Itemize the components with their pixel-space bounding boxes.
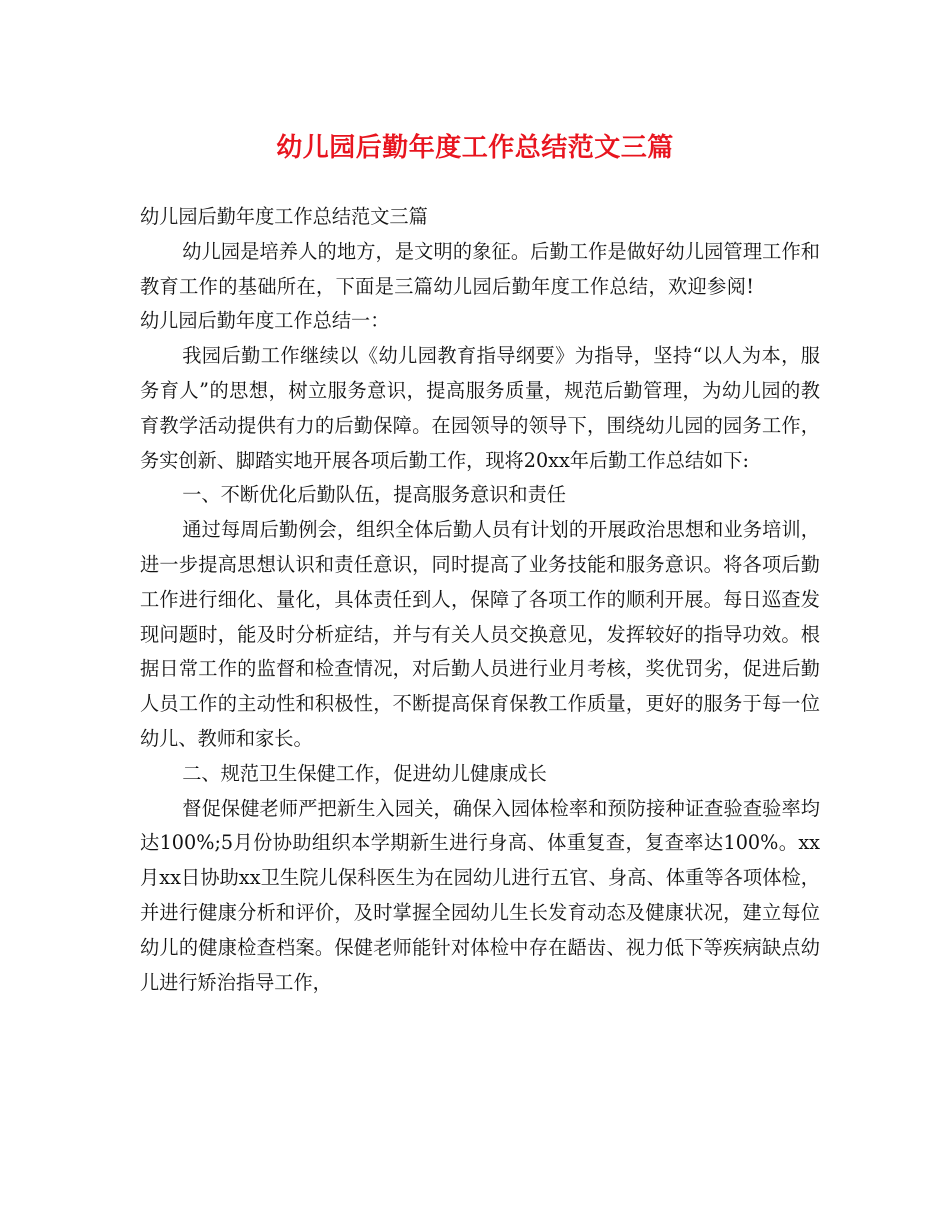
paragraph-health: 督促保健老师严把新生入园关，确保入园体检率和预防接种证查验查验率均达100%;5月份协助组织本学期新生进行身高、体重复查，复查率达100%。xx月xx日协助xx卫生院儿保科医生为在园幼儿进行五官、身高、体重等各项体检，并进行健康分析和评价，及时掌握全园幼儿生长发育动态及健康状况，建立每位幼儿的健康检查档案。保健老师能针对体检中存在龉齿、视力低下等疾病缺点幼儿进行矫治指导工作， [140,796,820,994]
section-one-label: 幼儿园后勤年度工作总结一： [140,309,390,333]
section-heading-2: 二、规范卫生保健工作，促进幼儿健康成长 [182,761,547,785]
intro-paragraph [140,235,820,339]
subtitle-line: 幼儿园后勤年度工作总结范文三篇 [140,205,428,228]
document-body [140,200,820,1000]
document-title: 幼儿园后勤年度工作总结范文三篇 [276,133,674,163]
section-heading-1: 一、不断优化后勤队伍，提高服务意识和责任 [182,483,566,507]
paragraph-team: 通过每周后勤例会，组织全体后勤人员有计划的开展政治思想和业务培训，进一步提高思想认识和责任意识，同时提高了业务技能和服务意识。将各项后勤工作进行细化、量化，具体责任到人，保障了各项工作的顺利开展。每日巡查发现问题时，能及时分析症结，并与有关人员交换意见，发挥较好的指导功效。根据日常工作的监督和检查情况，对后勤人员进行业月考核，奖优罚劣，促进后勤人员工作的主动性和积极性，不断提高保育保教工作质量，更好的服务于每一位幼儿、教师和家长。 [140,518,820,750]
paragraph-guidance: 我园后勤工作继续以《幼儿园教育指导纲要》为指导，坚持“以人为本，服务育人”的思想，树立服务意识，提高服务质量，规范后勤管理，为幼儿园的教育教学活动提供有力的后勤保障。在园领导的领导下，围绕幼儿园的园务工作，务实创新、脚踏实地开展各项后勤工作，现将20xx年后勤工作总结如下: [140,344,820,472]
intro-text: 幼儿园是培养人的地方，是文明的象征。后勤工作是做好幼儿园管理工作和教育工作的基础所在，下面是三篇幼儿园后勤年度工作总结，欢迎参阅! [140,239,820,298]
